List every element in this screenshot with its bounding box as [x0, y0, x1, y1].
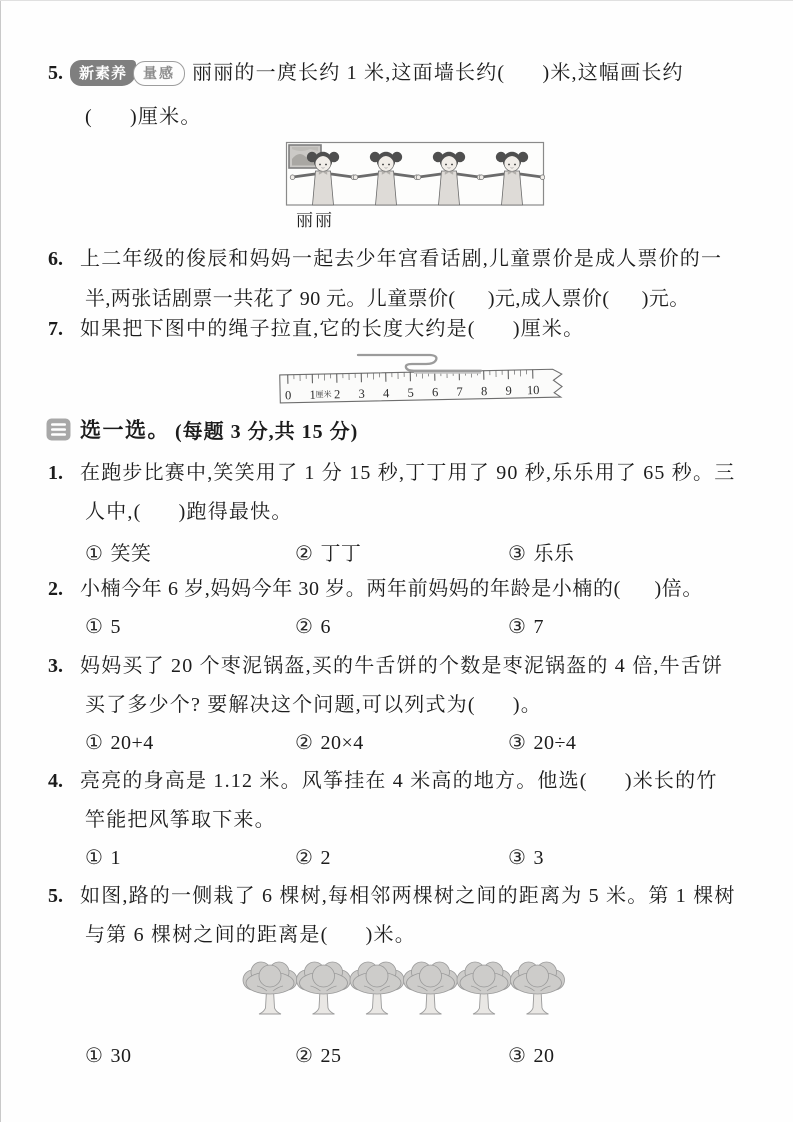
lili-label: 丽丽	[296, 211, 334, 230]
circled-3-icon: ③	[508, 543, 527, 565]
question-text: 亮亮的身高是 1.12 米。风筝挂在 4 米高的地方。他选( )米长的竹	[80, 770, 718, 792]
circled-2-icon: ②	[295, 543, 314, 565]
question-text: 小楠今年 6 岁,妈妈今年 30 岁。两年前妈妈的年龄是小楠的( )倍。	[80, 578, 703, 600]
option-label: 2	[320, 847, 331, 869]
option-label: 20+4	[110, 732, 154, 754]
svg-text:8: 8	[480, 384, 488, 399]
svg-text:7: 7	[456, 384, 463, 399]
option-3	[508, 845, 544, 870]
svg-text:2: 2	[333, 387, 341, 402]
page-edge-line	[0, 0, 1, 1122]
section-header	[46, 414, 358, 444]
new-literacy-badge: 新素养	[70, 60, 136, 86]
option-label: 乐乐	[533, 543, 575, 565]
option-2	[295, 730, 364, 755]
question-number: 7.	[48, 318, 63, 340]
tree-icon	[404, 962, 458, 1014]
circled-1-icon: ①	[85, 543, 104, 565]
mc-question-2	[48, 576, 703, 602]
section-three-icon	[46, 418, 71, 441]
option-1	[85, 730, 154, 755]
tree-icon	[457, 962, 511, 1014]
option-label: 30	[110, 1045, 132, 1067]
quantity-sense-badge: 量感	[133, 61, 185, 86]
option-1	[85, 1043, 131, 1068]
ruler-unit-label: 厘米	[315, 389, 332, 400]
tree-icon	[350, 962, 404, 1014]
option-1	[85, 537, 151, 566]
option-label: 3	[533, 847, 544, 869]
question-number: 6.	[48, 248, 63, 270]
question-number: 5.	[48, 62, 63, 84]
question-text: 与第 6 棵树之间的距离是( )米。	[85, 924, 416, 946]
rope	[358, 355, 481, 371]
circled-3-icon: ③	[508, 732, 527, 754]
question-text: 如果把下图中的绳子拉直,它的长度大约是( )厘米。	[80, 318, 585, 340]
circled-2-icon: ②	[295, 847, 314, 869]
circled-2-icon: ②	[295, 616, 314, 638]
circled-2-icon: ②	[295, 732, 314, 754]
circled-1-icon: ①	[85, 616, 104, 638]
ruler-rope-illustration	[272, 348, 572, 410]
option-label: 7	[533, 616, 544, 638]
option-2	[295, 537, 361, 566]
option-3	[508, 614, 544, 639]
option-2	[295, 845, 331, 870]
circled-1-icon: ①	[85, 1045, 104, 1067]
circled-2-icon: ②	[295, 1045, 314, 1067]
question-5-row	[48, 60, 684, 86]
option-label: 5	[110, 616, 121, 638]
question-7-row	[48, 316, 584, 342]
svg-text:10: 10	[526, 383, 540, 398]
circled-1-icon: ①	[85, 847, 104, 869]
option-label: 20÷4	[533, 732, 577, 754]
question-number: 3.	[48, 655, 63, 677]
option-2	[295, 1043, 341, 1068]
circled-3-icon: ③	[508, 847, 527, 869]
option-label: 25	[320, 1045, 342, 1067]
page-top-line	[0, 0, 793, 1]
section-title: 选一选。	[80, 418, 170, 442]
question-text: 竿能把风筝取下来。	[85, 809, 276, 831]
option-label: 20	[533, 1045, 555, 1067]
question-text: 半,两张话剧票一共花了 90 元。儿童票价( )元,成人票价( )元。	[85, 288, 690, 310]
option-1	[85, 845, 121, 870]
svg-text:1: 1	[309, 387, 316, 402]
trees-illustration	[240, 952, 580, 1027]
question-text: 丽丽的一庹长约 1 米,这面墙长约( )米,这幅画长约	[192, 62, 684, 84]
option-3	[508, 537, 574, 566]
option-1	[85, 614, 121, 639]
circled-1-icon: ①	[85, 732, 104, 754]
tree-icon	[297, 962, 351, 1014]
question-number: 5.	[48, 885, 63, 907]
question-number: 2.	[48, 578, 63, 600]
question-text: 买了多少个? 要解决这个问题,可以列式为( )。	[85, 694, 542, 716]
svg-text:5: 5	[407, 385, 414, 400]
svg-text:4: 4	[382, 386, 390, 401]
question-text: 在跑步比赛中,笑笑用了 1 分 15 秒,丁丁用了 90 秒,乐乐用了 65 秒。三	[80, 462, 736, 484]
tree-icon	[511, 962, 565, 1014]
circled-3-icon: ③	[508, 616, 527, 638]
question-text: 如图,路的一侧栽了 6 棵树,每相邻两棵树之间的距离为 5 米。第 1 棵树	[80, 885, 736, 907]
option-3	[508, 730, 576, 755]
question-6-row	[48, 246, 722, 272]
mc-question-3	[48, 653, 723, 679]
question-text: ( )厘米。	[85, 106, 202, 128]
question-number: 4.	[48, 770, 63, 792]
question-text: 人中,( )跑得最快。	[85, 501, 293, 523]
option-label: 1	[110, 847, 121, 869]
question-text: 妈妈买了 20 个枣泥锅盔,买的牛舌饼的个数是枣泥锅盔的 4 倍,牛舌饼	[80, 655, 724, 677]
option-label: 丁丁	[320, 543, 362, 565]
tree-icon	[243, 962, 297, 1014]
mc-question-5	[48, 883, 736, 909]
wall-girls-illustration	[285, 141, 545, 207]
ruler-group	[280, 369, 563, 403]
option-2	[295, 614, 331, 639]
option-label: 笑笑	[110, 543, 152, 565]
question-text: 上二年级的俊辰和妈妈一起去少年宫看话剧,儿童票价是成人票价的一	[80, 248, 723, 270]
mc-question-1	[48, 460, 735, 486]
circled-3-icon: ③	[508, 1045, 527, 1067]
option-label: 6	[320, 616, 331, 638]
svg-text:6: 6	[431, 385, 439, 400]
svg-text:3: 3	[358, 386, 365, 401]
option-label: 20×4	[320, 732, 364, 754]
section-score-note: (每题 3 分,共 15 分)	[175, 420, 359, 443]
option-3	[508, 1043, 554, 1068]
question-number: 1.	[48, 462, 63, 484]
svg-text:0: 0	[284, 388, 292, 403]
svg-text:9: 9	[505, 383, 512, 398]
mc-question-4	[48, 768, 718, 794]
